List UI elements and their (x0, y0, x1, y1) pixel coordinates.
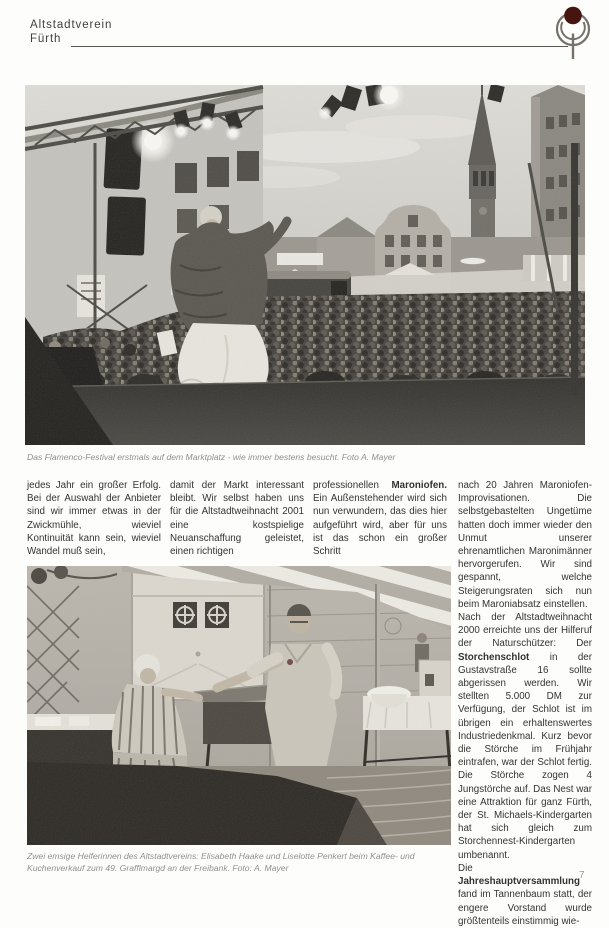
club-name-line2: Fürth (30, 33, 62, 45)
text-run: fand im Tannenbaum statt, der engere Vorstand wurde größtenteils einstimmig wie- (458, 889, 592, 927)
header-rule (71, 46, 568, 47)
paragraph (27, 479, 161, 558)
photo-grain (25, 85, 585, 445)
photo-grain (27, 566, 451, 845)
text-run: Ein Außenstehender wird sich nun verwundern, das dies hier aufgeführt wird, aber für uns ist das schon ein großer Schritt (313, 493, 447, 558)
altstadtverein-logo-icon (551, 2, 595, 60)
bold-text-run: Storchenschlot (458, 651, 530, 663)
article-column-4 (458, 479, 592, 928)
text-run: nach 20 Jahren Maroniofen-Improvisationen. Die selbstgebastelten Ungetüme hatten doch immer wieder den Unmut unserer ehrenamtlichen Maronimänner hervorgerufen. Wir sind gespannt, welche Steigerungsraten sich nun beim Maroniabsatz einstellen. (458, 480, 592, 610)
article-column-3 (313, 479, 447, 558)
flamenco-festival-photo (25, 85, 585, 445)
text-run: in der Gustavstraße 16 sollte abgerissen werden. Wir stellten 5.000 DM zur Verfügung, der Schlot ist im übrigen ein erhaltenswertes Industriedenkmal. Kurz bevor die Störche im Frühjahr eintrafen, war der Schlot fertig. Die Störche zogen 4 Jungstörche auf. Das Nest war eine Attraktion für ganz Fürth, der St. Michaels-Kindergarten hat sich gleich zum Storchennest-Kindergarten umbenannt. (458, 651, 592, 861)
flamenco-photo-illustration (25, 85, 585, 445)
paragraph (458, 862, 592, 928)
helpers-photo-caption: Zwei emsige Helferinnen des Altstadtvereins: Elisabeth Haake und Liselotte Penkert beim Kaffee- und Kuchenverkauf zum 49. Grafflmargd an der Freibank. Foto: A. Mayer (27, 851, 415, 873)
text-run: professionellen (313, 480, 392, 491)
text-run: damit der Markt interessant bleibt. Wir selbst haben uns für die Altstadtweihnacht 2001 eine kostspielige Neuanschaffung geleistet, einen richtigen (170, 480, 304, 558)
helpers-coffee-photo (27, 566, 451, 845)
bold-text-run: Maroniofen. (391, 480, 447, 491)
page-number: 7 (579, 870, 585, 881)
paragraph (458, 611, 592, 862)
text-run: Die (458, 862, 473, 874)
paragraph (170, 479, 304, 558)
text-run: jedes Jahr ein großer Erfolg. Bei der Auswahl der Anbieter sind wir immer etwas in der Zwickmühle, wieviel Kontinuität kann sein, wieviel Wandel muß sein, (27, 480, 161, 558)
paragraph (458, 479, 592, 611)
text-run: Nach der Altstadtweihnacht 2000 erreichte uns der Hilferuf der Naturschützer: Der (458, 612, 592, 650)
paragraph (313, 479, 447, 558)
bold-text-run: Jahreshauptversammlung (458, 876, 580, 888)
article-column-2 (170, 479, 304, 558)
article-column-1 (27, 479, 161, 558)
club-name-line1: Altstadtverein (30, 19, 113, 31)
flamenco-photo-caption: Das Flamenco-Festival erstmals auf dem Marktplatz - wie immer bestens besucht. Foto A. Mayer (27, 452, 396, 462)
helpers-photo-illustration (27, 566, 451, 845)
